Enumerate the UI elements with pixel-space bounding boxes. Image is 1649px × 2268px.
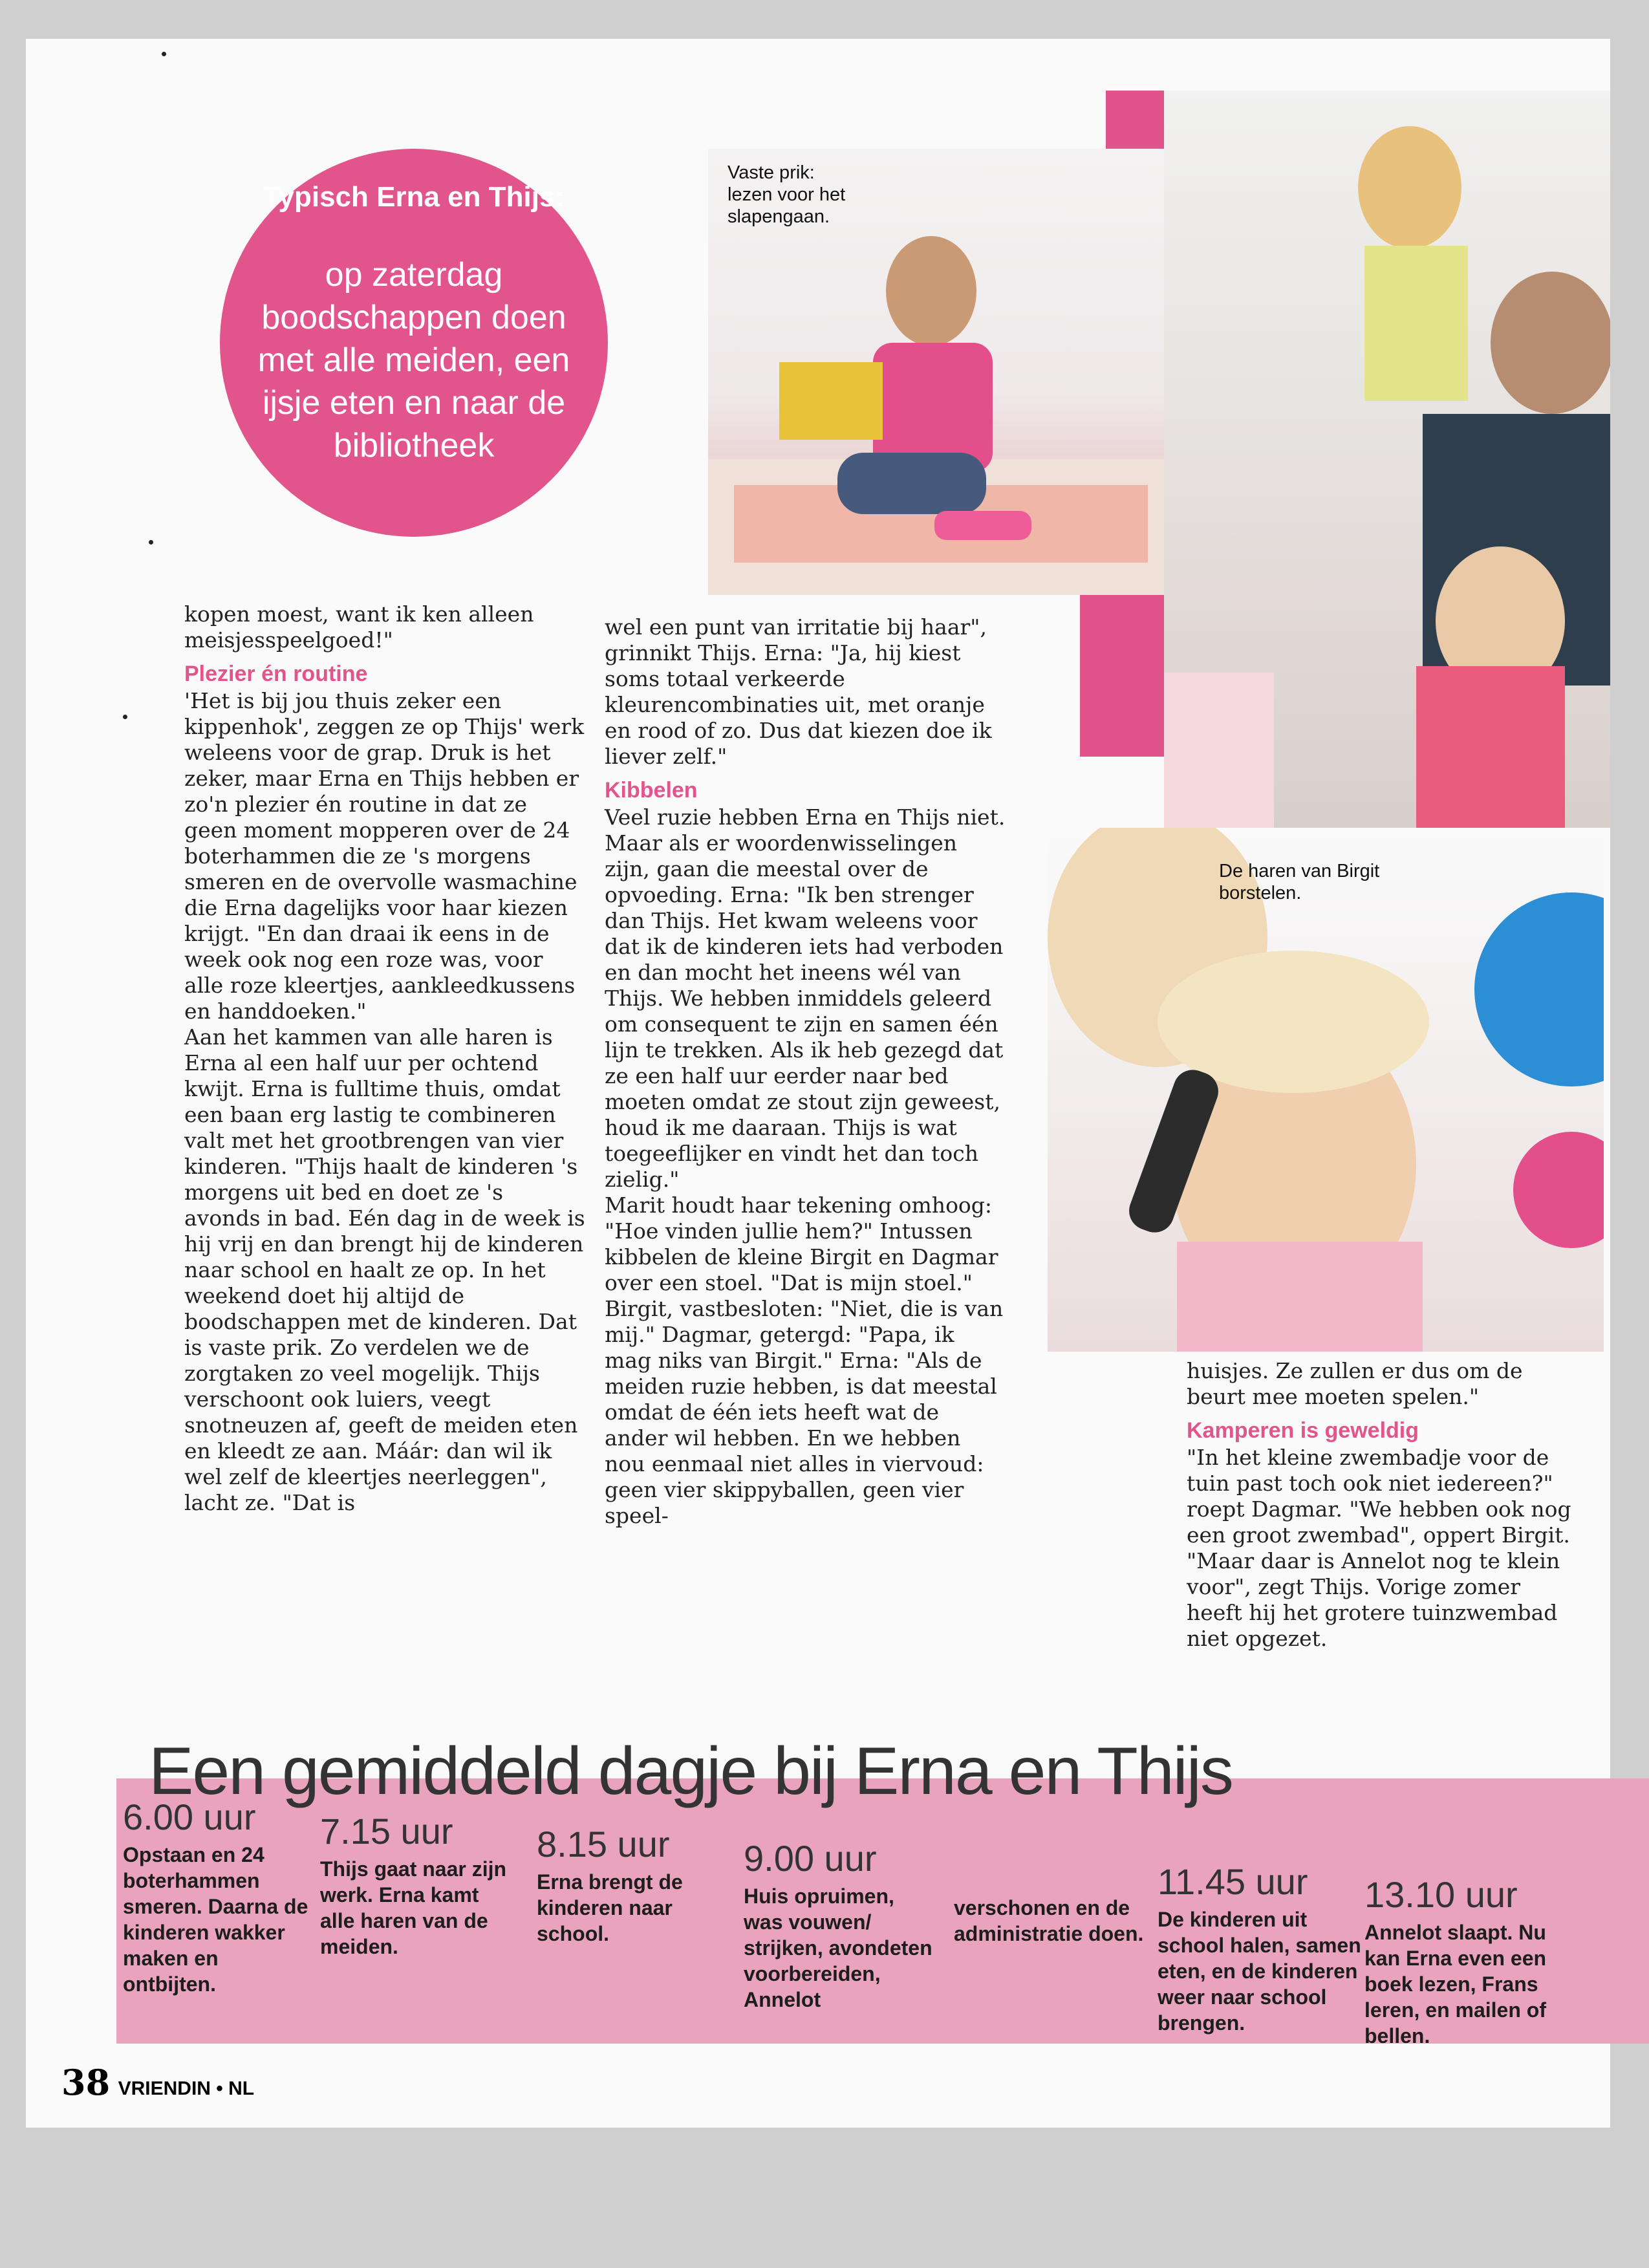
slot-time: 9.00 uur bbox=[744, 1838, 877, 1879]
brushing-illustration bbox=[1048, 828, 1604, 1352]
article-column-1 bbox=[184, 601, 585, 1516]
page-number: 38 bbox=[61, 2062, 111, 2103]
decorative-dot bbox=[123, 715, 127, 719]
column1-intro: kopen moest, want ik ken alleen meisjesspeelgoed!" bbox=[184, 601, 534, 653]
photo-girl-reading bbox=[708, 149, 1170, 595]
bubble-title: Typisch Erna en Thijs: bbox=[263, 181, 565, 213]
schedule-slot-1 bbox=[123, 1797, 317, 1997]
bubble-text: op zaterdag boodschappen doen met alle meiden, een ijsje eten en naar de bibliotheek bbox=[257, 256, 570, 464]
family-illustration bbox=[1164, 91, 1610, 828]
slot-text: De kinderen uit school halen, samen eten, en de kinderen weer naar school brengen. bbox=[1158, 1908, 1361, 2035]
decorative-dot bbox=[149, 540, 153, 545]
heading-kamperen: Kamperen is geweldig bbox=[1187, 1418, 1419, 1443]
slot-time: 7.15 uur bbox=[320, 1811, 453, 1852]
caption-brushing: De haren van Birgit borstelen. bbox=[1219, 861, 1380, 903]
photo-father-daughters bbox=[1164, 91, 1610, 828]
column2-paragraph-1: Veel ruzie hebben Erna en Thijs niet. Maar als er woordenwisselingen zijn, gaan die meestal over de opvoeding. Erna: "Ik ben strenger dan Thijs. Het kwam weleens voor dat ik de kinderen iets had verboden en dan mocht het ineens wél van Thijs. We hebben inmiddels geleerd om consequent te zijn en samen één lijn te trekken. Als ik heb gezegd dat ze een half uur eerder naar bed moeten omdat ze stout zijn geweest, houd ik me daaraan. Thijs is wat toegeeflijker en vindt het dan toch zielig." bbox=[605, 805, 1006, 1192]
column1-paragraph-2: Aan het kammen van alle haren is Erna al een half uur per ochtend kwijt. Erna is fulltime thuis, omdat een baan erg lastig te combineren valt met het grootbrengen van vier kinderen. "Thijs haalt de kinderen 's morgens uit bed en doet ze 's avonds in bad. Eén dag in de week is hij vrij en dan brengt hij de kinderen naar school en haalt ze op. In het weekend doet hij altijd de boodschappen met de kinderen. Dat is vaste prik. Zo verdelen we de zorgtaken zo veel mogelijk. Thijs verschoont ook luiers, veegt snotneuzen af, geeft de meiden eten en kleedt ze aan. Máár: dan wil ik wel zelf de kleertjes neerleggen", lacht ze. "Dat is bbox=[184, 1024, 585, 1515]
magazine-page bbox=[26, 39, 1610, 2128]
slot-text: Opstaan en 24 boterhammen smeren. Daarna de kinderen wakker maken en ontbijten. bbox=[123, 1843, 308, 1996]
schedule-title: Een gemiddeld dagje bij Erna en Thijs bbox=[149, 1734, 1233, 1809]
slot-time bbox=[954, 1850, 1148, 1891]
slot-text: verschonen en de administratie doen. bbox=[954, 1896, 1144, 1945]
schedule-slot-7 bbox=[1364, 1874, 1552, 2049]
slot-time: 8.15 uur bbox=[537, 1824, 670, 1864]
column3-paragraph-1: "In het kleine zwembadje voor de tuin past toch ook niet iedereen?" roept Dagmar. "We hebben ook nog een groot zwembad", oppert Birgit. "Maar daar is Annelot nog te klein voor", zegt Thijs. Vorige zomer heeft hij het grotere tuinzwembad niet opgezet. bbox=[1187, 1445, 1571, 1651]
caption-reading: Vaste prik: lezen voor het slapengaan. bbox=[727, 162, 846, 227]
slot-time: 13.10 uur bbox=[1364, 1874, 1518, 1915]
schedule-slot-5 bbox=[954, 1850, 1148, 1947]
decorative-dot bbox=[162, 52, 166, 56]
slot-text: Annelot slaapt. Nu kan Erna even een boek lezen, Frans leren, en mailen of bellen. bbox=[1364, 1921, 1547, 2047]
column1-paragraph-1: 'Het is bij jou thuis zeker een kippenhok', zeggen ze op Thijs' werk weleens voor de grap. Druk is het zeker, maar Erna en Thijs hebben er zo'n plezier én routine in dat ze geen moment mopperen over de 24 boterhammen die ze 's morgens smeren en de overvolle wasmachine die Erna dagelijks voor haar kiezen krijgt. "En dan draai ik eens in de week ook nog een roze was, voor alle roze kleertjes, aankleedkussens en handdoeken." bbox=[184, 688, 585, 1024]
schedule-slot-4 bbox=[744, 1838, 938, 2013]
magazine-name: VRIENDIN • NL bbox=[118, 2078, 255, 2099]
quote-bubble bbox=[220, 149, 608, 537]
schedule-slot-3 bbox=[537, 1824, 724, 1947]
pink-block-mid bbox=[1080, 589, 1164, 757]
article-column-3 bbox=[1187, 1358, 1575, 1652]
column3-intro: huisjes. Ze zullen er dus om de beurt mee moeten spelen." bbox=[1187, 1358, 1523, 1409]
schedule-slot-6 bbox=[1158, 1861, 1364, 2036]
page-footer bbox=[61, 2062, 254, 2103]
slot-text: Thijs gaat naar zijn werk. Erna kamt alle haren van de meiden. bbox=[320, 1857, 507, 1958]
slot-text: Huis opruimen, was vouwen/ strijken, avondeten voorbereiden, Annelot bbox=[744, 1885, 932, 2011]
column2-paragraph-2: Marit houdt haar tekening omhoog: "Hoe vinden jullie hem?" Intussen kibbelen de kleine Birgit en Dagmar over een stoel. "Dat is mijn stoel." Birgit, vastbesloten: "Niet, die is van mij." Dagmar, getergd: "Papa, ik mag niks van Birgit." Erna: "Als de meiden ruzie hebben, is dat meestal omdat de één iets heeft wat de ander wil hebben. En we hebben nou eenmaal niet alles in viervoud: geen vier skippyballen, geen vier speel- bbox=[605, 1193, 1004, 1528]
column2-intro: wel een punt van irritatie bij haar", grinnikt Thijs. Erna: "Ja, hij kiest soms totaal verkeerde kleurencombinaties uit, met oranje en rood of zo. Dus dat kiezen doe ik liever zelf." bbox=[605, 614, 992, 769]
schedule-slot-2 bbox=[320, 1811, 508, 1960]
slot-time: 11.45 uur bbox=[1158, 1861, 1308, 1902]
slot-text: Erna brengt de kinderen naar school. bbox=[537, 1870, 683, 1945]
article-column-2 bbox=[605, 614, 1006, 1529]
slot-time: 6.00 uur bbox=[123, 1797, 256, 1837]
heading-kibbelen: Kibbelen bbox=[605, 778, 698, 803]
photo-brushing-hair bbox=[1048, 828, 1604, 1352]
heading-plezier: Plezier én routine bbox=[184, 662, 368, 686]
